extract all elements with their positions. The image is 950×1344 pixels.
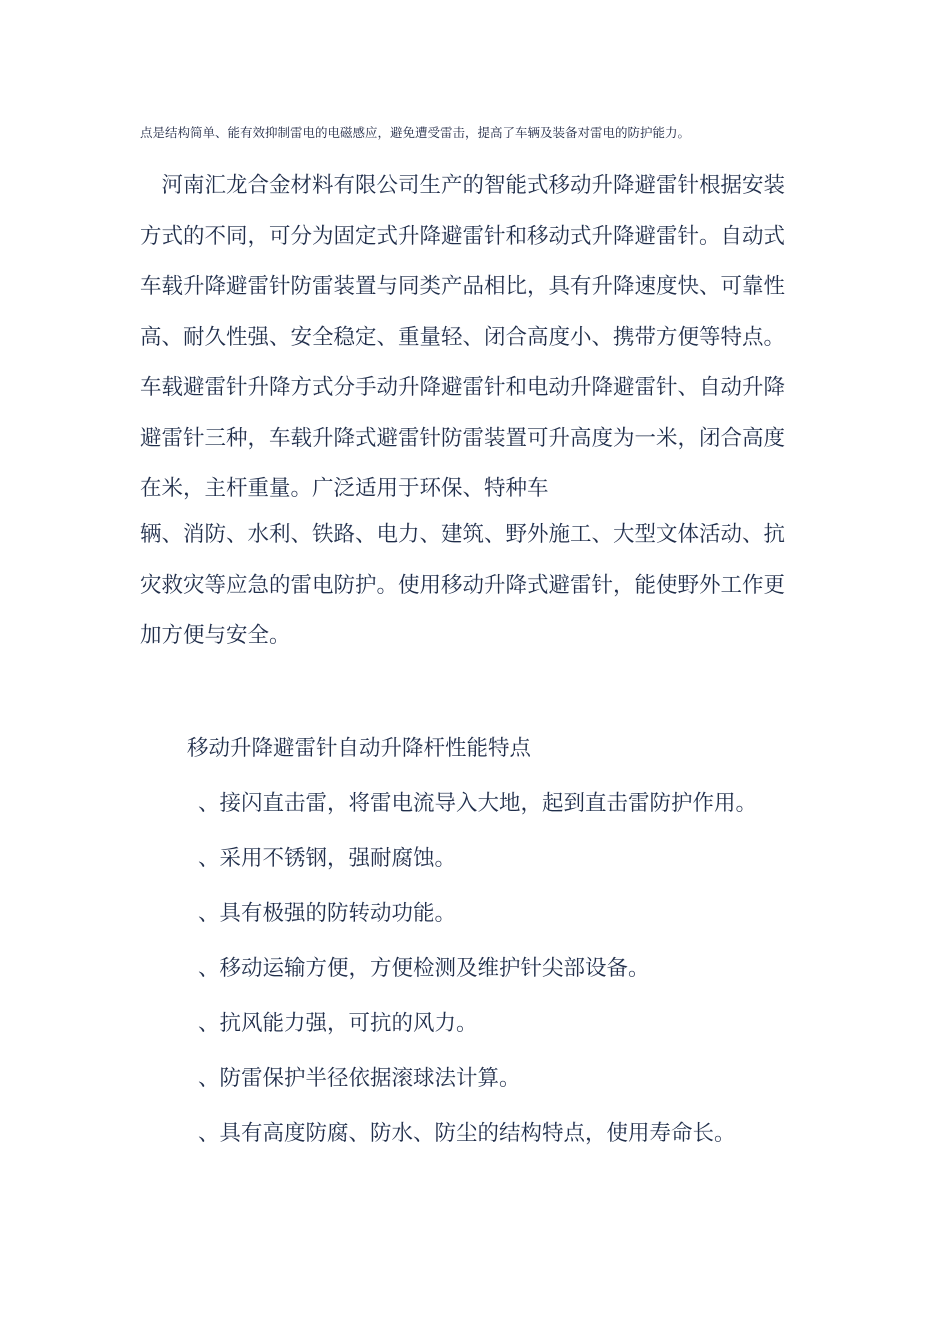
paragraph-line: 高、耐久性强、安全稳定、重量轻、闭合高度小、携带方便等特点。 (140, 324, 786, 350)
feature-item: 、采用不锈钢，强耐腐蚀。 (198, 846, 457, 871)
paragraph-line: 灾救灾等应急的雷电防护。使用移动升降式避雷针，能使野外工作更 (140, 572, 786, 598)
features-section-title: 移动升降避雷针自动升降杆性能特点 (187, 736, 532, 761)
feature-item: 、抗风能力强，可抗的风力。 (198, 1011, 478, 1036)
paragraph-line: 车载避雷针升降方式分手动升降避雷针和电动升降避雷针、自动升降 (140, 375, 786, 400)
company-description-paragraph (140, 161, 820, 515)
feature-item: 、具有极强的防转动功能。 (198, 901, 457, 926)
feature-item: 、移动运输方便，方便检测及维护针尖部设备。 (198, 956, 650, 981)
paragraph-line: 加方便与安全。 (140, 623, 291, 648)
paragraph-line: 在米，主杆重量。广泛适用于环保、特种车 (140, 476, 549, 501)
application-paragraph (140, 510, 820, 662)
intro-fragment-line: 点是结构简单、能有效抑制雷电的电磁感应，避免遭受雷击，提高了车辆及装备对雷电的防护能力。 (140, 125, 691, 140)
feature-item: 、具有高度防腐、防水、防尘的结构特点，使用寿命长。 (198, 1121, 736, 1146)
paragraph-line: 方式的不同，可分为固定式升降避雷针和移动式升降避雷针。自动式 (140, 223, 786, 249)
paragraph-line: 河南汇龙合金材料有限公司生产的智能式移动升降避雷针根据安装 (140, 173, 786, 198)
feature-item: 、接闪直击雷，将雷电流导入大地，起到直击雷防护作用。 (198, 791, 758, 816)
paragraph-line: 避雷针三种，车载升降式避雷针防雷装置可升高度为一米，闭合高度 (140, 425, 786, 451)
paragraph-line: 辆、消防、水利、铁路、电力、建筑、野外施工、大型文体活动、抗 (140, 522, 786, 547)
paragraph-line: 车载升降避雷针防雷装置与同类产品相比，具有升降速度快、可靠性 (140, 274, 786, 299)
features-list (198, 788, 757, 1173)
feature-item: 、防雷保护半径依据滚球法计算。 (198, 1066, 521, 1091)
